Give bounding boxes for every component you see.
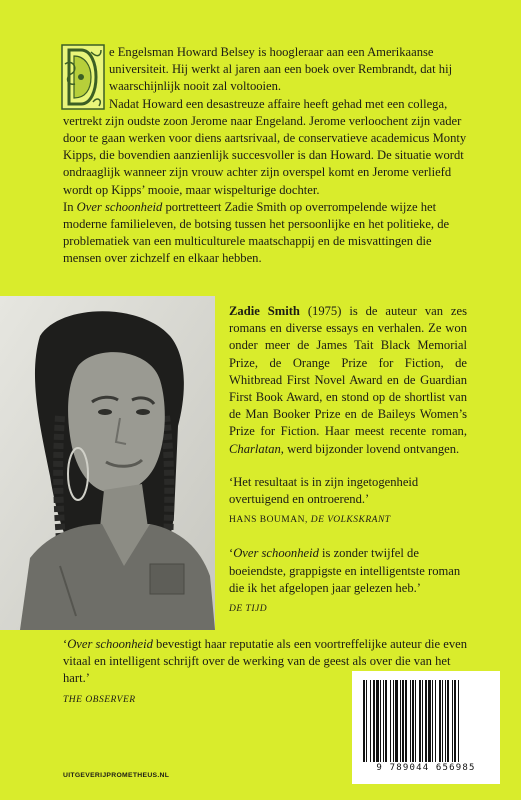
quote-1-text: ‘Het resultaat is in zijn ingetogenheid overtuigend en ontroerend.’ xyxy=(229,474,419,507)
publisher-website: UITGEVERIJPROMETHEUS.NL xyxy=(63,772,170,779)
quote-2-text: is zonder twijfel de boeiendste, grappigste en intelligentste roman die ik het afgelopen jaar gelezen heb.’ xyxy=(229,546,461,595)
isbn-barcode xyxy=(352,671,500,784)
barcode-bar xyxy=(447,680,449,762)
p3-pre: In xyxy=(63,199,77,214)
barcode-bar xyxy=(454,680,456,762)
synopsis xyxy=(63,44,468,268)
bio-text-1: (1975) is de auteur van zes romans en diverse essays en verhalen. Ze won onder meer de James Tait Black Memorial Prize, de Orange Prize for Fiction, de Whitbread First Novel Award en de Guardian First Book Award, en stond op de shortlist van de Man Booker Prize en de Baileys Women’s Prize for Fiction. Haar meest recente roman, xyxy=(229,304,467,439)
barcode-bar xyxy=(428,680,431,762)
author-bio-column xyxy=(229,303,467,618)
author-bio xyxy=(229,303,467,458)
barcode-bar xyxy=(445,680,446,762)
review-quote-2 xyxy=(229,545,467,597)
quote-2-open: ‘ xyxy=(229,546,234,561)
barcode-bar xyxy=(385,680,387,762)
barcode-bar xyxy=(376,680,379,762)
p3-post: portretteert Zadie Smith op overrompelende wijze het moderne familieleven, de botsing tussen het persoonlijke en het politieke, de problematiek van een multiculturele maatschappij en de misvattingen die mensen over zichzelf en elkaar hebben. xyxy=(63,199,450,266)
synopsis-p1-text: e Engelsman Howard Belsey is hoogleraar aan een Amerikaanse universiteit. Hij werkt al jaren aan een boek over Rembrandt, dat hij waarschijnlijk nooit zal voltooien. xyxy=(109,45,453,94)
barcode-bar xyxy=(405,680,407,762)
recent-book-title: Charlatan xyxy=(229,441,281,456)
barcode-bar xyxy=(395,680,398,762)
quote-2-book-title: Over schoonheid xyxy=(233,546,319,561)
barcode-bar xyxy=(412,680,414,762)
review-quote-1 xyxy=(229,474,467,508)
barcode-bar xyxy=(373,680,375,762)
barcode-bar xyxy=(393,680,394,762)
barcode-bars xyxy=(361,680,491,762)
quote-3-open: ‘ xyxy=(63,637,68,651)
isbn-digits: 9 789044 656985 xyxy=(376,763,476,773)
author-name: Zadie Smith xyxy=(229,304,300,318)
barcode-bar xyxy=(390,680,391,762)
barcode-bar xyxy=(439,680,441,762)
barcode-bar xyxy=(435,680,436,762)
review-source-1 xyxy=(229,512,467,529)
barcode-bar xyxy=(400,680,401,762)
barcode-bar xyxy=(402,680,404,762)
barcode-bar xyxy=(415,680,416,762)
quote-3-book-title: Over schoonheid xyxy=(67,637,153,651)
quote-3-text: bevestigt haar reputatie als een voortreffelijke auteur die even vitaal en intelligent schrijft over de werking van de geest als over die van het hart.’ xyxy=(63,637,468,686)
barcode-bar xyxy=(452,680,453,762)
barcode-bar xyxy=(442,680,443,762)
bio-text-2: , werd bijzonder lovend ontvangen. xyxy=(280,441,460,456)
review-source-2 xyxy=(229,601,467,618)
book-title: Over schoonheid xyxy=(76,199,163,214)
synopsis-paragraph-3 xyxy=(63,199,468,268)
barcode-bar xyxy=(380,680,381,762)
source-1-publication: DE VOLKSKRANT xyxy=(310,515,391,526)
barcode-bar xyxy=(383,680,384,762)
synopsis-paragraph-1 xyxy=(63,44,468,96)
barcode-bar xyxy=(410,680,411,762)
barcode-bar xyxy=(366,680,367,762)
source-1-name: HANS BOUMAN, xyxy=(229,515,311,526)
barcode-bar xyxy=(425,680,427,762)
barcode-bar xyxy=(432,680,433,762)
synopsis-paragraph-2: Nadat Howard een desastreuze affaire heeft gehad met een collega, vertrekt zijn oudste zoon Jerome naar Engeland. Jerome verloochent zijn vader door te gaan werken voor diens aartsrivaal, de conservatieve academicus Monty Kipps, die bovendien aanzienlijk succesvoller is dan Howard. De situatie wordt ondraaglijk wanneer zijn vrouw achter zijn overspel komt en Jerome verliefd wordt op Kipps’ mooie, maar wispelturige dochter. xyxy=(63,96,467,197)
decorative-dropcap-icon xyxy=(61,44,105,110)
barcode-bar xyxy=(458,680,459,762)
author-portrait-photo xyxy=(0,296,215,630)
barcode-bar xyxy=(422,680,423,762)
barcode-bar xyxy=(419,680,421,762)
barcode-bar xyxy=(370,680,371,762)
barcode-bar xyxy=(363,680,365,762)
source-2-publication: DE TIJD xyxy=(229,604,268,615)
source-3-publication: THE OBSERVER xyxy=(63,694,136,705)
